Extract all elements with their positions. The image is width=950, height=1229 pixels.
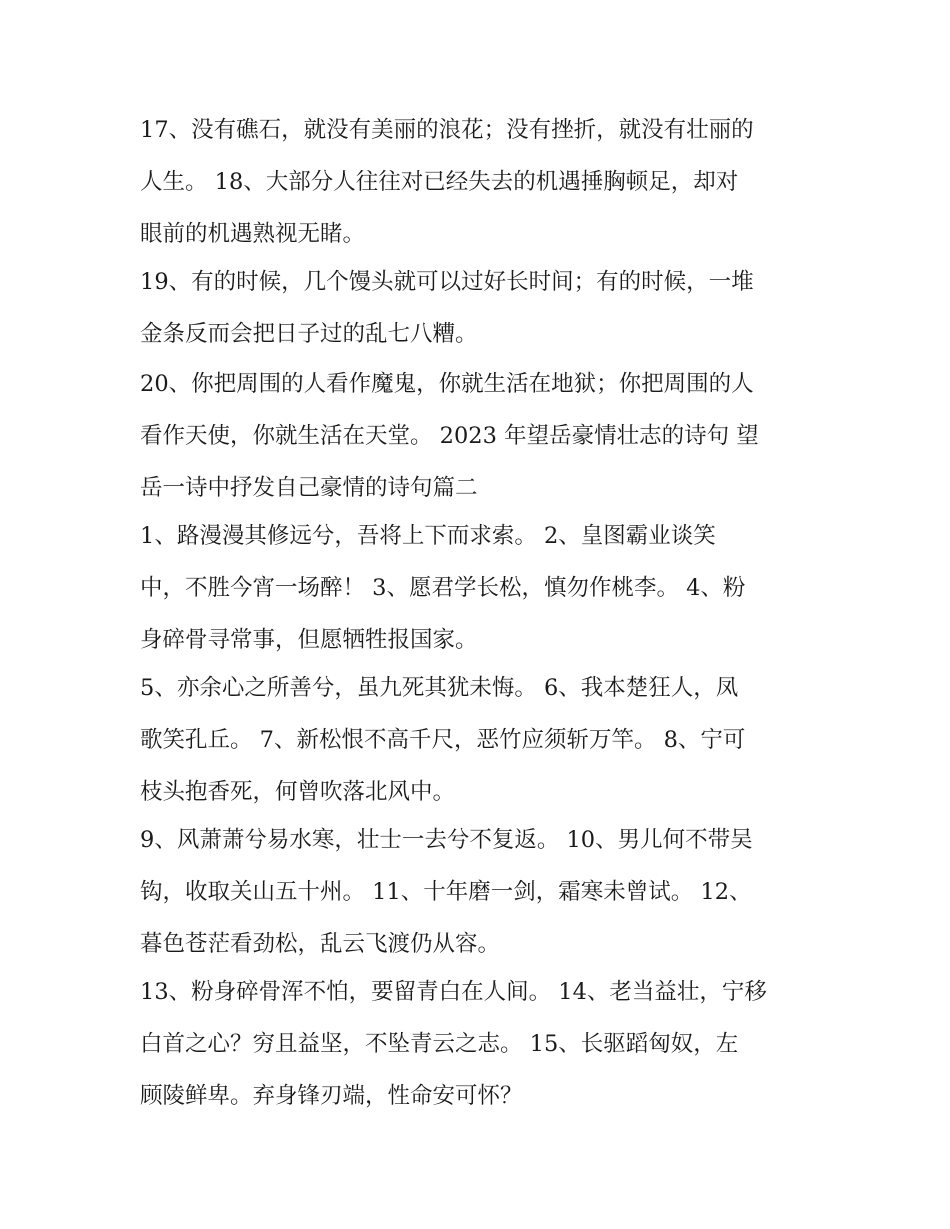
text-line: 眼前的机遇熟视无睹。 xyxy=(140,221,366,247)
text-line: 岳一诗中抒发自己豪情的诗句篇二 xyxy=(140,475,478,501)
text-line: 17、没有礁石，就没有美丽的浪花；没有挫折，就没有壮丽的 xyxy=(140,117,754,143)
text-line: 人生。 18、大部分人往往对已经失去的机遇捶胸顿足，却对 xyxy=(140,169,739,195)
paragraph-5-8 xyxy=(140,662,745,818)
text-line: 19、有的时候，几个馒头就可以过好长时间；有的时候，一堆 xyxy=(140,269,754,295)
text-line: 13、粉身碎骨浑不怕，要留青白在人间。 14、老当益壮，宁移 xyxy=(140,979,767,1005)
text-line: 顾陵鲜卑。弃身锋刃端，性命安可怀？ xyxy=(140,1083,523,1109)
paragraph-13-15 xyxy=(140,966,767,1122)
text-line: 白首之心？穷且益坚，不坠青云之志。 15、长驱蹈匈奴，左 xyxy=(140,1031,739,1057)
text-line: 中，不胜今宵一场醉！ 3、愿君学长松，慎勿作桃李。 4、粉 xyxy=(140,575,746,601)
paragraph-20 xyxy=(140,358,759,514)
text-line: 身碎骨寻常事，但愿牺牲报国家。 xyxy=(140,627,478,653)
text-line: 9、风萧萧兮易水寒，壮士一去兮不复返。 10、男儿何不带吴 xyxy=(140,827,753,853)
paragraph-1-4 xyxy=(140,510,745,666)
text-line: 5、亦余心之所善兮，虽九死其犹未悔。 6、我本楚狂人，凤 xyxy=(140,675,739,701)
text-line: 钩，收取关山五十州。 11、十年磨一剑，霜寒未曾试。 12、 xyxy=(140,879,752,905)
paragraph-17-18 xyxy=(140,104,754,260)
paragraph-19 xyxy=(140,256,754,360)
text-line: 1、路漫漫其修远兮，吾将上下而求索。 2、皇图霸业谈笑 xyxy=(140,523,716,549)
text-line: 看作天使，你就生活在天堂。 2023 年望岳豪情壮志的诗句 望 xyxy=(140,423,759,449)
text-line: 金条反而会把日子过的乱七八糟。 xyxy=(140,321,478,347)
text-line: 歌笑孔丘。 7、新松恨不高千尺，恶竹应须斩万竿。 8、宁可 xyxy=(140,727,746,753)
text-line: 20、你把周围的人看作魔鬼，你就生活在地狱；你把周围的人 xyxy=(140,371,754,397)
paragraph-9-12 xyxy=(140,814,753,970)
text-line: 暮色苍茫看劲松，乱云飞渡仍从容。 xyxy=(140,931,501,957)
text-line: 枝头抱香死，何曾吹落北风中。 xyxy=(140,779,456,805)
